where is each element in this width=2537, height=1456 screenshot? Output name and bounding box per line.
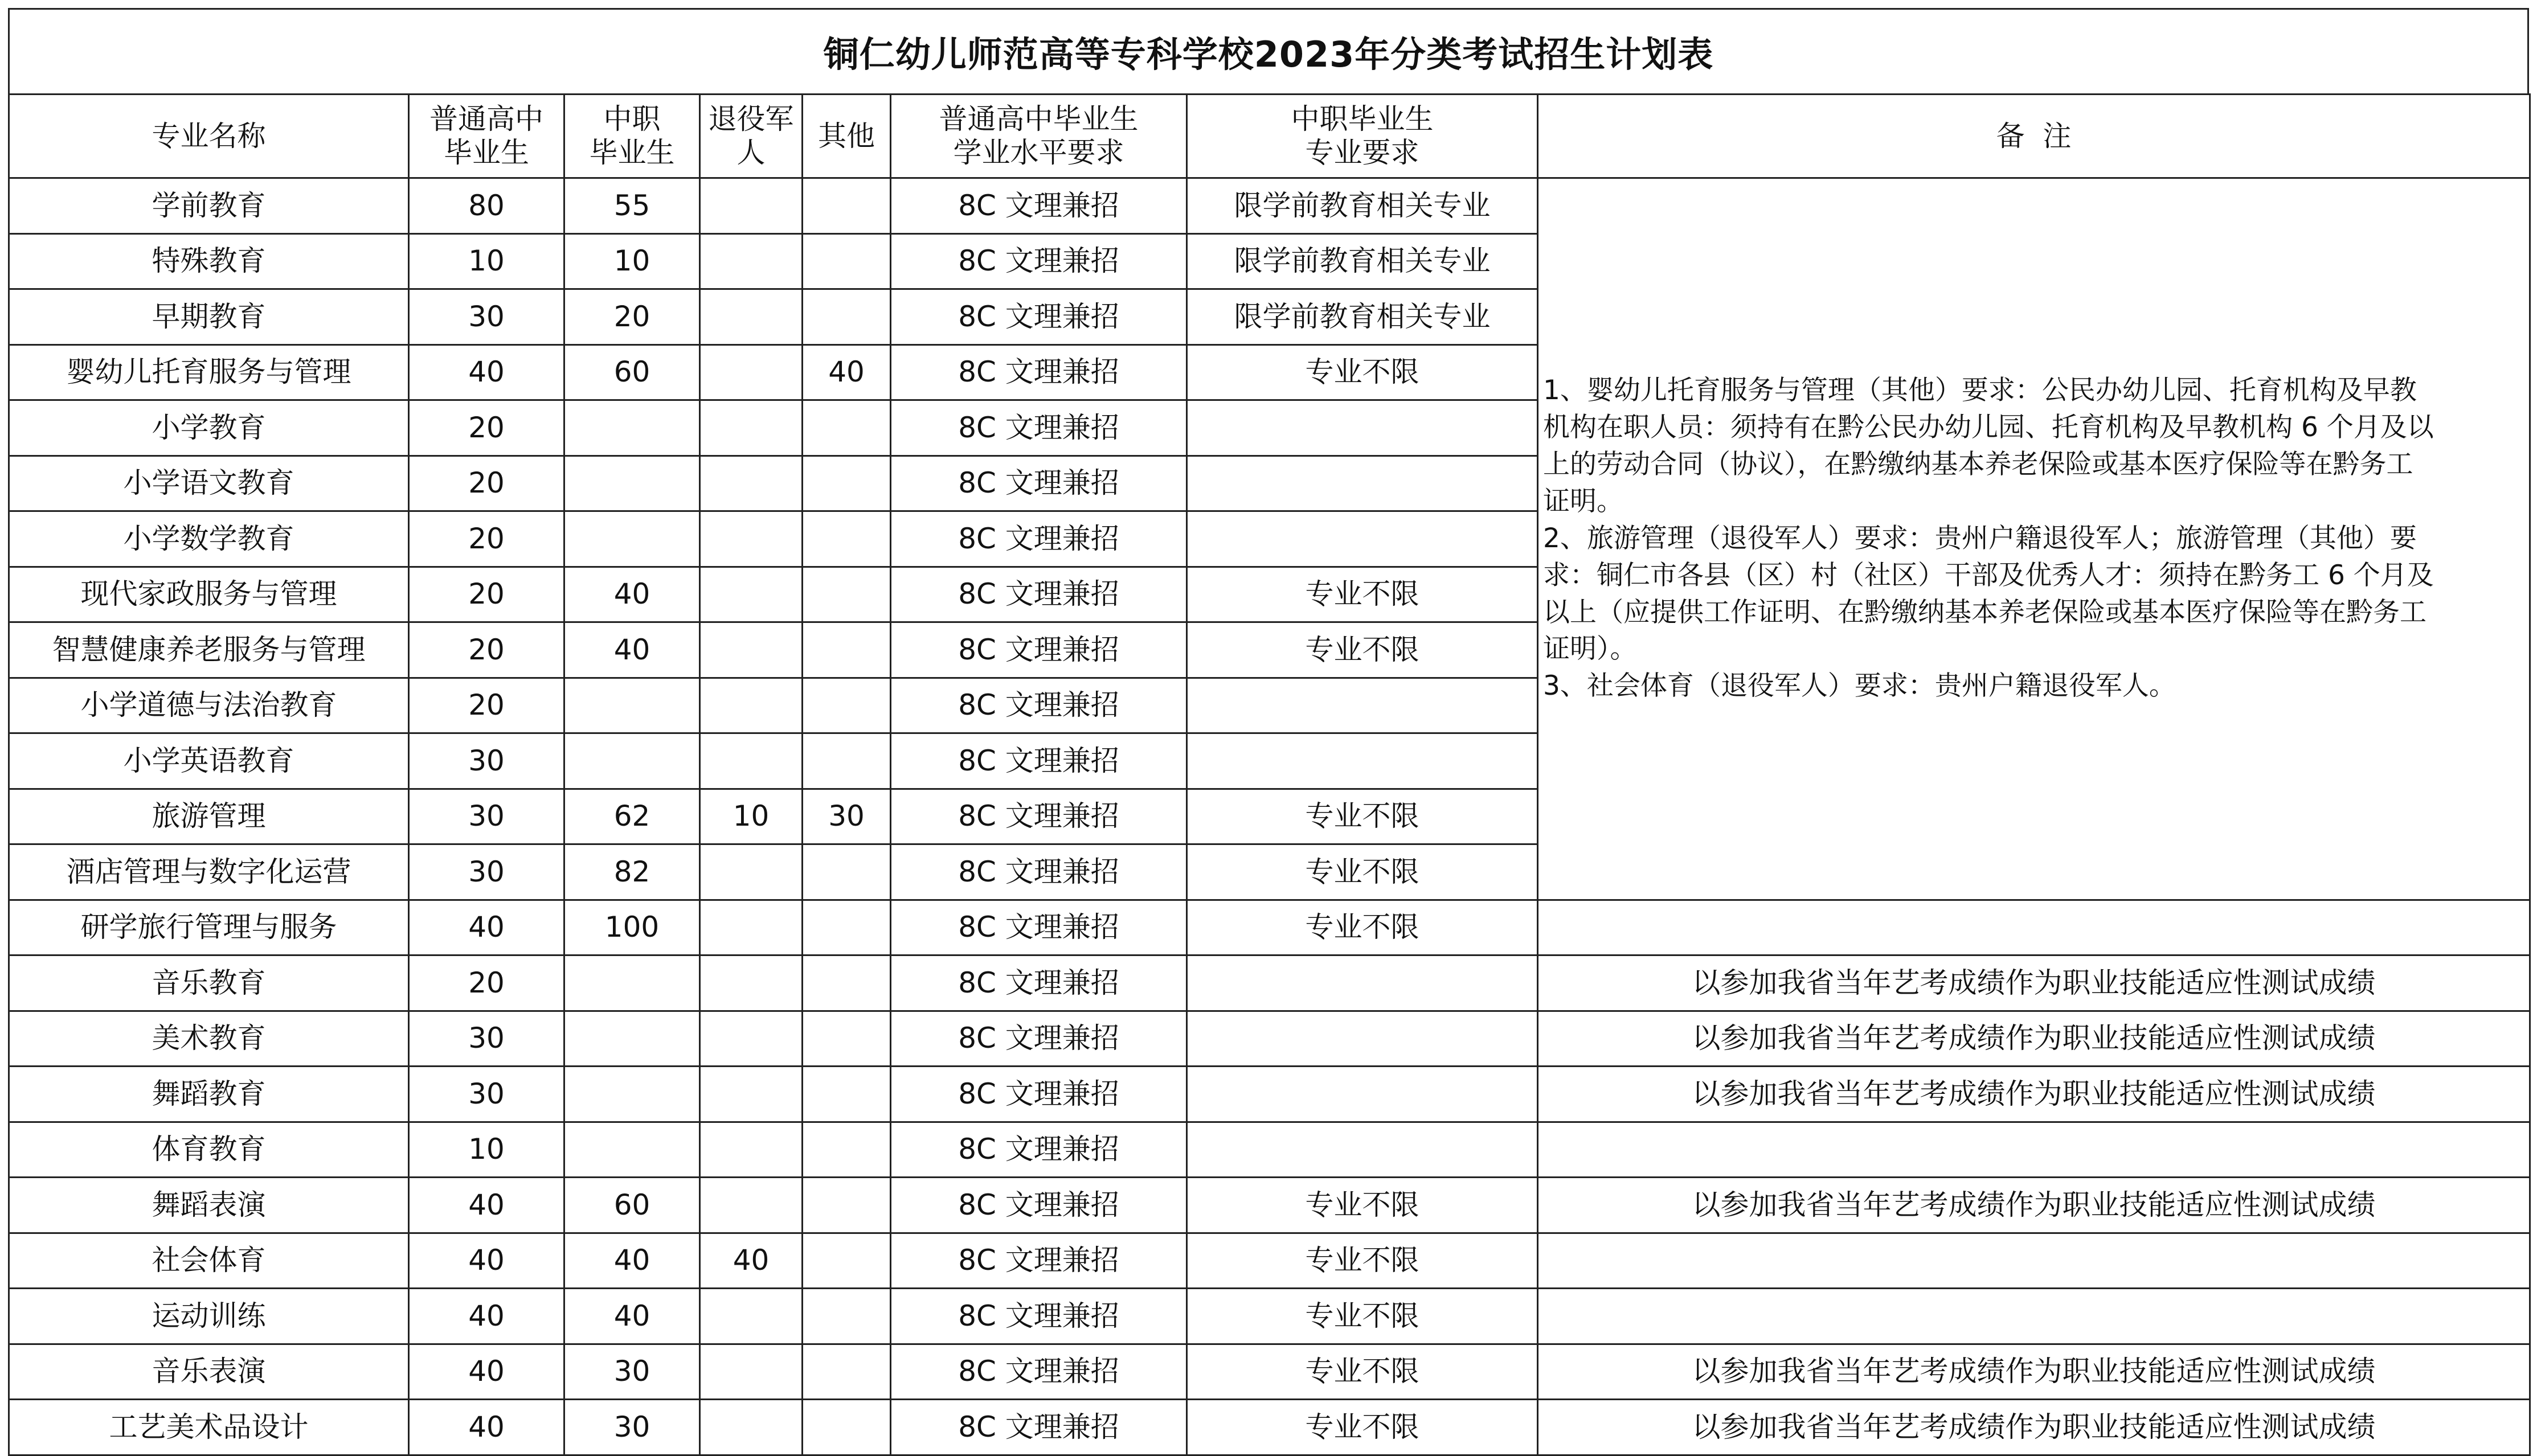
cell-major: 体育教育 — [9, 1122, 409, 1178]
cell-remark — [1538, 1289, 2530, 1344]
cell-vocational-req: 专业不限 — [1187, 1289, 1538, 1344]
table-row — [9, 1344, 2530, 1400]
cell-major: 早期教育 — [9, 289, 409, 345]
cell-other — [803, 1233, 891, 1289]
cell-vocational-req: 专业不限 — [1187, 622, 1538, 678]
cell-general-hs: 40 — [409, 1289, 564, 1344]
table-row — [9, 1400, 2530, 1455]
header-veterans-line1: 退役军 — [708, 102, 794, 136]
cell-vocational: 20 — [564, 289, 700, 345]
cell-general-req: 8C 文理兼招 — [891, 789, 1187, 844]
cell-vocational-req — [1187, 511, 1538, 567]
cell-remark: 以参加我省当年艺考成绩作为职业技能适应性测试成绩 — [1538, 1400, 2530, 1455]
cell-major: 社会体育 — [9, 1233, 409, 1289]
cell-general-hs: 40 — [409, 1233, 564, 1289]
cell-major: 婴幼儿托育服务与管理 — [9, 344, 409, 400]
cell-general-req: 8C 文理兼招 — [891, 233, 1187, 289]
cell-other — [803, 955, 891, 1011]
cell-general-hs: 40 — [409, 344, 564, 400]
cell-veterans: 10 — [700, 789, 803, 844]
cell-major: 音乐教育 — [9, 955, 409, 1011]
cell-veterans — [700, 678, 803, 733]
cell-other — [803, 622, 891, 678]
remark-line: 证明）。 — [1543, 633, 1637, 665]
cell-general-hs: 20 — [409, 400, 564, 456]
cell-other — [803, 1344, 891, 1400]
table-row — [9, 955, 2530, 1011]
cell-remark — [1538, 900, 2530, 955]
cell-general-hs: 20 — [409, 567, 564, 622]
cell-veterans — [700, 955, 803, 1011]
cell-general-req: 8C 文理兼招 — [891, 955, 1187, 1011]
cell-general-req: 8C 文理兼招 — [891, 1400, 1187, 1455]
remark-line: 1、婴幼儿托育服务与管理（其他）要求：公民办幼儿园、托育机构及早教 — [1543, 375, 2417, 407]
cell-vocational-req: 限学前教育相关专业 — [1187, 289, 1538, 345]
cell-general-hs: 30 — [409, 733, 564, 789]
cell-general-hs: 30 — [409, 1067, 564, 1122]
cell-other — [803, 1122, 891, 1178]
cell-vocational-req: 限学前教育相关专业 — [1187, 178, 1538, 234]
cell-major: 学前教育 — [9, 178, 409, 234]
table-row — [9, 1067, 2530, 1122]
cell-vocational: 30 — [564, 1400, 700, 1455]
cell-general-hs: 20 — [409, 511, 564, 567]
cell-remark: 以参加我省当年艺考成绩作为职业技能适应性测试成绩 — [1538, 1344, 2530, 1400]
header-vocational-req — [1187, 95, 1538, 178]
cell-vocational: 60 — [564, 344, 700, 400]
cell-major: 小学教育 — [9, 400, 409, 456]
cell-vocational: 62 — [564, 789, 700, 844]
cell-other — [803, 511, 891, 567]
cell-vocational-req — [1187, 955, 1538, 1011]
cell-veterans — [700, 1178, 803, 1233]
cell-veterans — [700, 1400, 803, 1455]
table-body — [9, 178, 2530, 1455]
cell-vocational: 40 — [564, 567, 700, 622]
cell-other — [803, 900, 891, 955]
cell-general-req: 8C 文理兼招 — [891, 344, 1187, 400]
cell-remark — [1538, 1233, 2530, 1289]
cell-vocational: 10 — [564, 233, 700, 289]
cell-vocational — [564, 456, 700, 511]
cell-other — [803, 567, 891, 622]
cell-vocational-req — [1187, 456, 1538, 511]
cell-veterans — [700, 178, 803, 234]
cell-general-hs: 30 — [409, 789, 564, 844]
merged-remarks-cell — [1538, 178, 2530, 900]
header-row — [9, 95, 2530, 178]
cell-vocational-req: 专业不限 — [1187, 789, 1538, 844]
cell-remark: 以参加我省当年艺考成绩作为职业技能适应性测试成绩 — [1538, 1178, 2530, 1233]
cell-major: 智慧健康养老服务与管理 — [9, 622, 409, 678]
cell-general-req: 8C 文理兼招 — [891, 1011, 1187, 1067]
cell-veterans — [700, 456, 803, 511]
remark-line: 上的劳动合同（协议），在黔缴纳基本养老保险或基本医疗保险等在黔务工 — [1543, 449, 2413, 481]
cell-general-req: 8C 文理兼招 — [891, 178, 1187, 234]
table-row — [9, 1011, 2530, 1067]
cell-general-hs: 40 — [409, 1344, 564, 1400]
cell-vocational: 60 — [564, 1178, 700, 1233]
header-general-hs — [409, 95, 564, 178]
cell-other — [803, 289, 891, 345]
cell-major: 研学旅行管理与服务 — [9, 900, 409, 955]
cell-remark: 以参加我省当年艺考成绩作为职业技能适应性测试成绩 — [1538, 955, 2530, 1011]
cell-vocational-req: 限学前教育相关专业 — [1187, 233, 1538, 289]
cell-vocational: 82 — [564, 844, 700, 900]
cell-veterans — [700, 400, 803, 456]
cell-general-req: 8C 文理兼招 — [891, 1178, 1187, 1233]
cell-vocational-req: 专业不限 — [1187, 1400, 1538, 1455]
remark-line: 求：铜仁市各县（区）村（社区）干部及优秀人才：须持在黔务工 6 个月及 — [1543, 559, 2434, 591]
cell-vocational — [564, 1011, 700, 1067]
table-row — [9, 1233, 2530, 1289]
cell-vocational-req — [1187, 733, 1538, 789]
table-row — [9, 1289, 2530, 1344]
remark-line: 证明。 — [1543, 485, 1623, 517]
header-general-req — [891, 95, 1187, 178]
cell-general-req: 8C 文理兼招 — [891, 567, 1187, 622]
cell-major: 小学数学教育 — [9, 511, 409, 567]
header-general-hs-line1: 普通高中 — [429, 102, 543, 136]
cell-general-hs: 30 — [409, 1011, 564, 1067]
cell-general-req: 8C 文理兼招 — [891, 678, 1187, 733]
cell-general-req: 8C 文理兼招 — [891, 289, 1187, 345]
cell-veterans — [700, 1067, 803, 1122]
cell-vocational: 30 — [564, 1344, 700, 1400]
cell-general-hs: 20 — [409, 678, 564, 733]
cell-veterans: 40 — [700, 1233, 803, 1289]
cell-general-req: 8C 文理兼招 — [891, 511, 1187, 567]
table-row — [9, 1178, 2530, 1233]
cell-other — [803, 1289, 891, 1344]
header-other: 其他 — [803, 95, 891, 178]
cell-general-req: 8C 文理兼招 — [891, 900, 1187, 955]
cell-veterans — [700, 622, 803, 678]
cell-general-hs: 10 — [409, 1122, 564, 1178]
cell-vocational — [564, 511, 700, 567]
cell-other: 40 — [803, 344, 891, 400]
cell-vocational — [564, 733, 700, 789]
cell-vocational-req — [1187, 1011, 1538, 1067]
header-veterans — [700, 95, 803, 178]
cell-vocational-req — [1187, 1067, 1538, 1122]
cell-vocational-req: 专业不限 — [1187, 1344, 1538, 1400]
cell-veterans — [700, 344, 803, 400]
cell-vocational: 40 — [564, 1289, 700, 1344]
remark-line: 机构在职人员：须持有在黔公民办幼儿园、托育机构及早教机构 6 个月及以 — [1543, 412, 2434, 444]
cell-major: 舞蹈表演 — [9, 1178, 409, 1233]
header-vocational — [564, 95, 700, 178]
cell-other — [803, 1400, 891, 1455]
cell-vocational-req: 专业不限 — [1187, 344, 1538, 400]
cell-vocational — [564, 1067, 700, 1122]
cell-remark: 以参加我省当年艺考成绩作为职业技能适应性测试成绩 — [1538, 1067, 2530, 1122]
enrollment-table — [8, 93, 2531, 1456]
cell-major: 音乐表演 — [9, 1344, 409, 1400]
cell-veterans — [700, 567, 803, 622]
cell-remark: 以参加我省当年艺考成绩作为职业技能适应性测试成绩 — [1538, 1011, 2530, 1067]
header-veterans-line2: 人 — [736, 136, 766, 169]
cell-vocational-req — [1187, 400, 1538, 456]
cell-general-req: 8C 文理兼招 — [891, 456, 1187, 511]
cell-other — [803, 1011, 891, 1067]
cell-general-hs: 40 — [409, 1400, 564, 1455]
cell-other — [803, 733, 891, 789]
cell-vocational-req — [1187, 1122, 1538, 1178]
header-vocational-line1: 中职 — [603, 102, 661, 136]
cell-other — [803, 233, 891, 289]
remark-line: 2、旅游管理（退役军人）要求：贵州户籍退役军人；旅游管理（其他）要 — [1543, 522, 2417, 554]
cell-major: 美术教育 — [9, 1011, 409, 1067]
enrollment-plan-sheet — [8, 8, 2529, 1446]
cell-vocational-req: 专业不限 — [1187, 844, 1538, 900]
table-row — [9, 178, 2530, 234]
cell-vocational — [564, 400, 700, 456]
cell-veterans — [700, 1122, 803, 1178]
header-major: 专业名称 — [9, 95, 409, 178]
cell-general-hs: 20 — [409, 456, 564, 511]
cell-vocational-req: 专业不限 — [1187, 1178, 1538, 1233]
cell-major: 小学道德与法治教育 — [9, 678, 409, 733]
cell-veterans — [700, 1011, 803, 1067]
cell-general-hs: 40 — [409, 900, 564, 955]
cell-general-req: 8C 文理兼招 — [891, 844, 1187, 900]
cell-major: 舞蹈教育 — [9, 1067, 409, 1122]
cell-vocational — [564, 678, 700, 733]
cell-general-hs: 30 — [409, 844, 564, 900]
cell-veterans — [700, 900, 803, 955]
cell-major: 特殊教育 — [9, 233, 409, 289]
cell-veterans — [700, 733, 803, 789]
cell-general-req: 8C 文理兼招 — [891, 1067, 1187, 1122]
cell-general-hs: 40 — [409, 1178, 564, 1233]
cell-general-hs: 20 — [409, 622, 564, 678]
cell-major: 小学语文教育 — [9, 456, 409, 511]
cell-vocational-req: 专业不限 — [1187, 1233, 1538, 1289]
cell-other — [803, 400, 891, 456]
cell-vocational-req: 专业不限 — [1187, 900, 1538, 955]
cell-vocational: 40 — [564, 1233, 700, 1289]
cell-vocational: 55 — [564, 178, 700, 234]
cell-vocational-req: 专业不限 — [1187, 567, 1538, 622]
cell-vocational: 40 — [564, 622, 700, 678]
cell-major: 小学英语教育 — [9, 733, 409, 789]
cell-veterans — [700, 289, 803, 345]
cell-major: 酒店管理与数字化运营 — [9, 844, 409, 900]
header-general-req-line1: 普通高中毕业生 — [939, 102, 1139, 136]
page-title: 铜仁幼儿师范高等专科学校2023年分类考试招生计划表 — [8, 8, 2529, 93]
header-general-hs-line2: 毕业生 — [444, 136, 529, 169]
cell-other — [803, 456, 891, 511]
cell-vocational — [564, 1122, 700, 1178]
cell-vocational: 100 — [564, 900, 700, 955]
cell-major: 旅游管理 — [9, 789, 409, 844]
remark-line: 3、社会体育（退役军人）要求：贵州户籍退役军人。 — [1543, 670, 2176, 702]
cell-vocational-req — [1187, 678, 1538, 733]
cell-general-req: 8C 文理兼招 — [891, 622, 1187, 678]
cell-major: 现代家政服务与管理 — [9, 567, 409, 622]
cell-other — [803, 678, 891, 733]
cell-general-req: 8C 文理兼招 — [891, 1233, 1187, 1289]
cell-general-hs: 20 — [409, 955, 564, 1011]
table-row — [9, 1122, 2530, 1178]
header-remarks: 备 注 — [1538, 95, 2530, 178]
cell-other — [803, 1178, 891, 1233]
cell-general-req: 8C 文理兼招 — [891, 1289, 1187, 1344]
cell-veterans — [700, 1344, 803, 1400]
cell-general-req: 8C 文理兼招 — [891, 733, 1187, 789]
cell-general-hs: 30 — [409, 289, 564, 345]
cell-veterans — [700, 233, 803, 289]
cell-major: 工艺美术品设计 — [9, 1400, 409, 1455]
remark-line: 以上（应提供工作证明、在黔缴纳基本养老保险或基本医疗保险等在黔务工 — [1543, 596, 2426, 628]
cell-vocational — [564, 955, 700, 1011]
cell-veterans — [700, 511, 803, 567]
cell-major: 运动训练 — [9, 1289, 409, 1344]
cell-general-req: 8C 文理兼招 — [891, 400, 1187, 456]
cell-general-req: 8C 文理兼招 — [891, 1344, 1187, 1400]
cell-other — [803, 178, 891, 234]
cell-other — [803, 844, 891, 900]
cell-general-hs: 10 — [409, 233, 564, 289]
cell-general-req: 8C 文理兼招 — [891, 1122, 1187, 1178]
header-vocational-req-line1: 中职毕业生 — [1291, 102, 1434, 136]
header-general-req-line2: 学业水平要求 — [953, 136, 1124, 169]
cell-general-hs: 80 — [409, 178, 564, 234]
cell-remark — [1538, 1122, 2530, 1178]
cell-veterans — [700, 1289, 803, 1344]
header-vocational-line2: 毕业生 — [589, 136, 675, 169]
header-vocational-req-line2: 专业要求 — [1305, 136, 1419, 169]
cell-other — [803, 1067, 891, 1122]
table-row — [9, 900, 2530, 955]
cell-veterans — [700, 844, 803, 900]
cell-other: 30 — [803, 789, 891, 844]
